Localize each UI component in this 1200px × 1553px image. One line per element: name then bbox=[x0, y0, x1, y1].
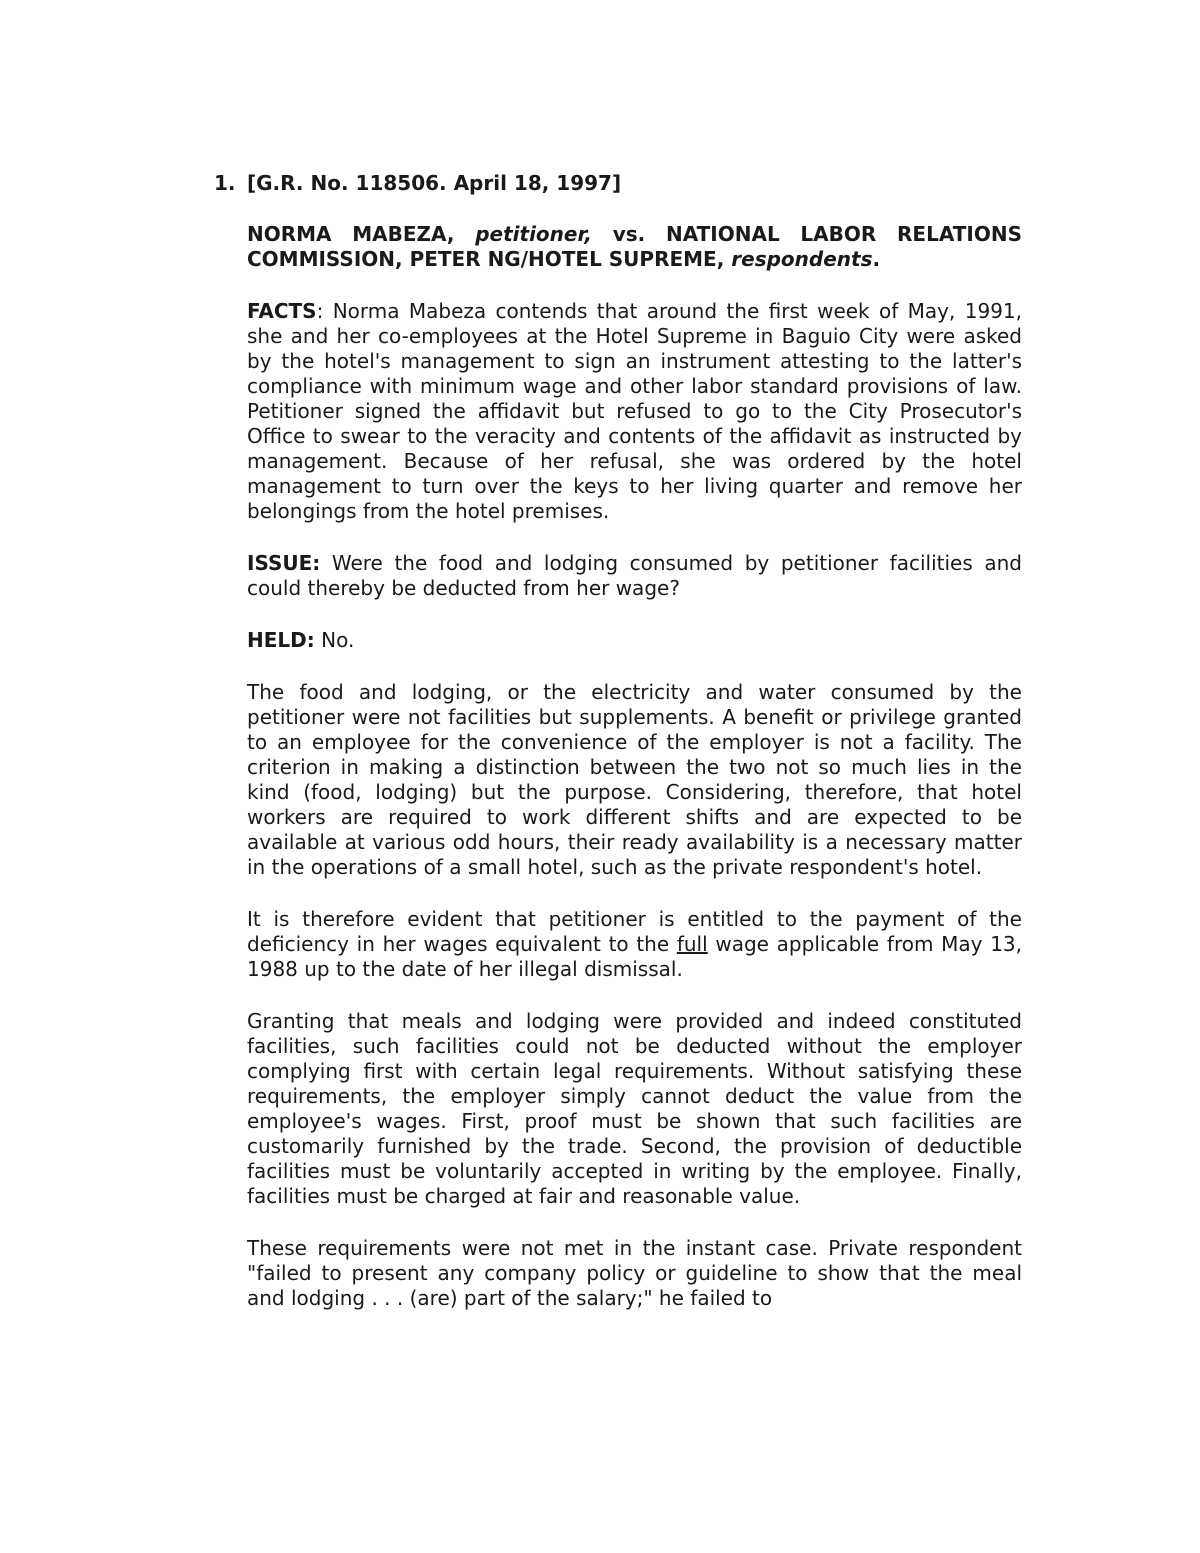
facts-text: : Norma Mabeza contends that around the first week of May, 1991, she and her co-employees at the Hotel Supreme in Baguio City were asked by the hotel's management to sign an instrument attesting to the latter's compliance with minimum wage and other labor standard provisions of law. Petitioner signed the affidavit but refused to go to the City Prosecutor's Office to swear to the veracity and contents of the affidavit as instructed by management. Because of her refusal, she was ordered by the hotel management to turn over the keys to her living quarter and remove her belongings from the hotel premises. bbox=[247, 299, 1022, 523]
issue-paragraph bbox=[247, 551, 1022, 601]
list-number: 1. bbox=[214, 171, 236, 195]
facts-paragraph bbox=[247, 299, 1022, 524]
document-body bbox=[247, 222, 1022, 1338]
petitioner-name: NORMA MABEZA, bbox=[247, 222, 476, 246]
issue-label: ISSUE: bbox=[247, 551, 321, 575]
ruling-paragraph-3: Granting that meals and lodging were provided and indeed constituted facilities, such facilities could not be deducted without the employer complying first with certain legal requirements. Without satisfying these requirements, the employer simply cannot deduct the value from the employee's wages. First, proof must be shown that such facilities are customarily furnished by the trade. Second, the provision of deductible facilities must be voluntarily accepted in writing by the employee. Finally, facilities must be charged at fair and reasonable value. bbox=[247, 1009, 1022, 1208]
case-citation: [G.R. No. 118506. April 18, 1997] bbox=[247, 171, 622, 195]
case-heading bbox=[214, 170, 621, 196]
ruling-paragraph-1: The food and lodging, or the electricity and water consumed by the petitioner were not facilities but supplements. A benefit or privilege granted to an employee for the convenience of the employer is not a facility. The criterion in making a distinction between the two not so much lies in the kind (food, lodging) but the purpose. Considering, therefore, that hotel workers are required to work different shifts and are expected to be available at various odd hours, their ready availability is a necessary matter in the operations of a small hotel, such as the private respondent's hotel. bbox=[247, 680, 1022, 879]
underlined-word-full: full bbox=[676, 932, 708, 956]
issue-text: Were the food and lodging consumed by petitioner facilities and could thereby be deducted from her wage? bbox=[247, 551, 1022, 600]
ruling-paragraph-2 bbox=[247, 907, 1022, 982]
held-paragraph bbox=[247, 628, 1022, 653]
respondents-role: respondents bbox=[731, 247, 873, 271]
ruling-p2-before: It is therefore evident that petitioner is entitled to the payment of the deficiency in her wages equivalent to the bbox=[247, 907, 1022, 956]
case-parties bbox=[247, 222, 1022, 272]
parties-vs-respondents: vs. NATIONAL LABOR RELATIONS COMMISSION, PETER NG/HOTEL SUPREME, bbox=[247, 222, 1022, 271]
ruling-p2-after: wage applicable from May 13, 1988 up to the date of her illegal dismissal. bbox=[247, 932, 1022, 981]
ruling-paragraph-4: These requirements were not met in the instant case. Private respondent "failed to present any company policy or guideline to show that the meal and lodging . . . (are) part of the salary;" he failed to bbox=[247, 1236, 1022, 1310]
petitioner-role: petitioner, bbox=[475, 222, 592, 246]
held-text: No. bbox=[314, 628, 355, 652]
held-label: HELD: bbox=[247, 628, 315, 652]
parties-end: . bbox=[872, 247, 881, 271]
facts-label: FACTS bbox=[247, 299, 317, 323]
